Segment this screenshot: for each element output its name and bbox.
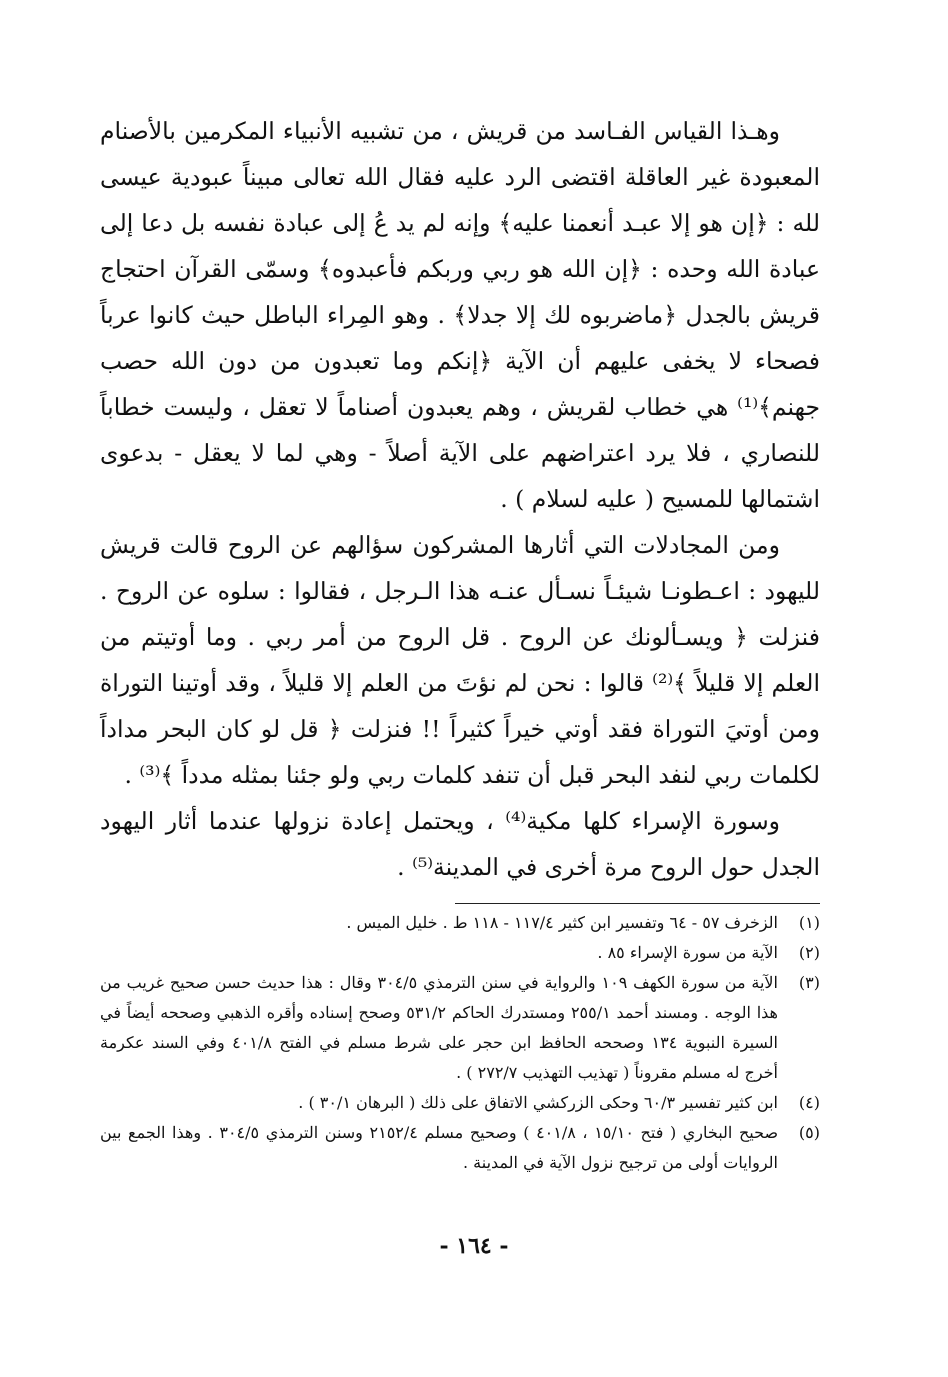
footnote-text: ابن كثير تفسير ٦٠/٣ وحكى الزركشي الاتفاق على ذلك ( البرهان ٣٠/١ ) .	[298, 1093, 778, 1112]
footnote-number: (١)	[798, 913, 820, 932]
footnote-number: (٥)	[798, 1123, 820, 1142]
main-text	[100, 108, 820, 890]
footnote-number: (٤)	[798, 1093, 820, 1112]
footnote	[100, 938, 820, 968]
footnote-text: الآية من سورة الإسراء ٨٥ .	[597, 943, 778, 962]
page-number: - ١٦٤ -	[439, 1233, 509, 1259]
footnote	[100, 1088, 820, 1118]
footnote	[100, 908, 820, 938]
footnote	[100, 1118, 820, 1178]
footnotes	[100, 908, 820, 1178]
paragraph-quraysh-analogy: وهـذا القياس الفـاسد من قريش ، من تشبيه الأنبياء المكرمين بالأصنام المعبودة غير العاقلة اقتضى الرد عليه فقال الله تعالى مبيناً عبودية عيسى لله : ﴿إن هو إلا عبـد أنعمنا عليه﴾ وإنه لم يد عُ إلى عبادة نفسه بل دعا إلى عبادة الله وحده : ﴿إن الله هو ربي وربكم فأعبدوه﴾ وسمّى القرآن احتجاج قريش بالجدل ﴿ماضربوه لك إلا جدلا﴾ . وهو المِراء الباطل حيث كانوا عرباً فصحاء لا يخفى عليهم أن الآية ﴿إنكم وما تعبدون من دون الله حصب جهنم﴾⁽¹⁾ هي خطاب لقريش ، وهم يعبدون أصناماً لا تعقل ، وليست خطاباً للنصاري ، فلا يرد اعتراضهم على الآية أصلاً - وهي لما لا يعقل - بدعوى اشتمالها للمسيح ( عليه لسلام ) .	[100, 117, 820, 513]
footnote-text: الآية من سورة الكهف ١٠٩ والرواية في سنن الترمذي ٣٠٤/٥ وقال : هذا حديث حسن صحيح غريب من هذا الوجه . ومسند أحمد ٢٥٥/١ ومستدرك الحاكم ٥٣١/٢ وصحح إسناده وأقره الذهبي وصححه أيضاً في السيرة النبوية ١٣٤ وصححه الحافظ ابن حجر على شرط مسلم في الفتح ٤٠١/٨ وفي السند عكرمة أخرج له مسلم مقروناً ( تهذيب التهذيب ٢٧٢/٧ ) .	[100, 973, 778, 1082]
paragraph-spirit-question: ومن المجادلات التي أثارها المشركون سؤالهم عن الروح قالت قريش لليهود : اعـطونـا شيئـاً نسـأل عنـه هذا الـرجل ، فقالوا : سلوه عن الروح . فنزلت ﴿ ويسـألونك عن الروح . قل الروح من أمر ربي . وما أوتيتم من العلم إلا قليلاً ﴾⁽²⁾ قالوا : نحن لم نؤتَ من العلم إلا قليلاً ، وقد أوتينا التوراة ومن أوتيَ التوراة فقد أوتي خيراً كثيراً !! فنزلت ﴿ قل لو كان البحر مداداً لكلمات ربي لنفد البحر قبل أن تنفد كلمات ربي ولو جئنا بمثله مدداً ﴾⁽³⁾ .	[100, 531, 820, 789]
footnote-divider	[455, 903, 820, 904]
paragraph-isra-surah: وسورة الإسراء كلها مكية⁽⁴⁾ ، ويحتمل إعادة نزولها عندما أثار اليهود الجدل حول الروح مرة أخرى في المدينة⁽⁵⁾ .	[100, 807, 820, 881]
footnote-text: صحيح البخاري ( فتح ١٥/١٠ ، ٤٠١/٨ ) وصحيح مسلم ٢١٥٢/٤ وسنن الترمذي ٣٠٤/٥ . وهذا الجمع بين الروايات أولى من ترجيح نزول الآية في المدينة .	[100, 1123, 779, 1172]
footnote-text: الزخرف ٥٧ - ٦٤ وتفسير ابن كثير ١١٧/٤ - ١١٨ ط . خليل الميس .	[346, 913, 778, 932]
footnote-number: (٣)	[798, 973, 820, 992]
footnote-number: (٢)	[798, 943, 820, 962]
footnote	[100, 968, 820, 1088]
